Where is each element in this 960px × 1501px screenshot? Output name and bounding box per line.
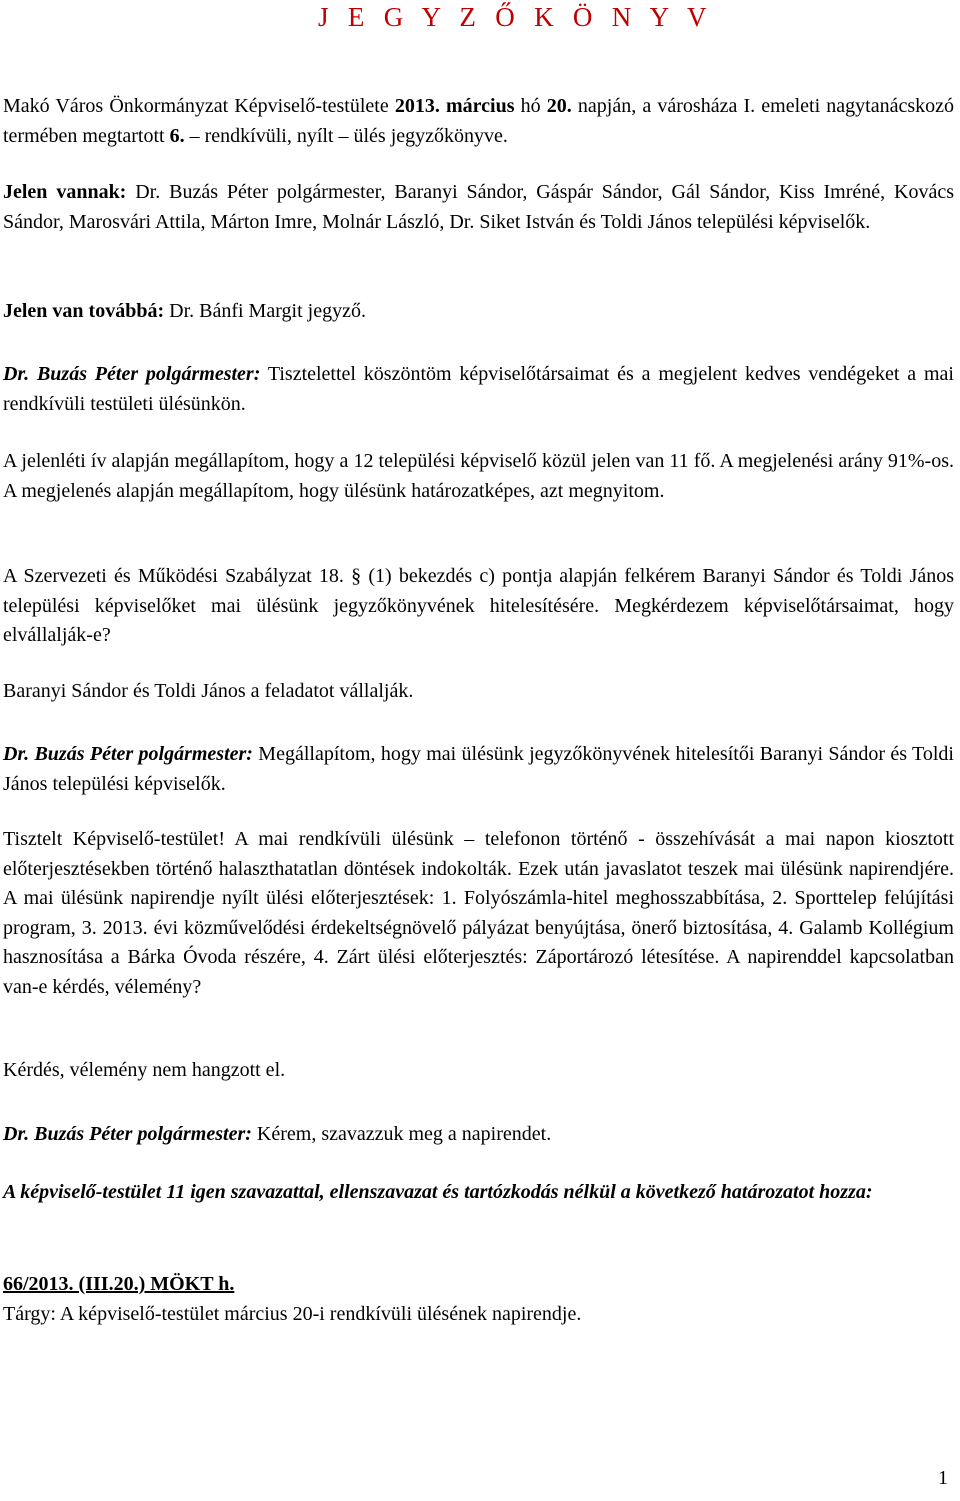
speech-text: Megállapítom, hogy mai ülésünk jegyzőkönyvének hitelesítői Baranyi Sándor és Toldi János települési képviselők. (3, 743, 954, 795)
speaker-label: Dr. Buzás Péter polgármester: (3, 743, 253, 765)
present-label: Jelen vannak: (3, 181, 127, 203)
paragraph-intro (3, 92, 954, 151)
authenticators-text: A Szervezeti és Működési Szabályzat 18. § (1) bekezdés c) pontja alapján felkérem Baranyi Sándor és Toldi János települési képviselőket mai ülésünk jegyzőkönyvének hitelesítésére. Megkérdezem képviselőtársaimat, hogy elvállalják-e? (3, 565, 954, 646)
intro-date-month: 2013. március (394, 95, 515, 117)
resolution-block (3, 1270, 954, 1329)
intro-date-day: 20. (546, 95, 572, 117)
speech-text: Tisztelettel köszöntöm képviselőtársaimat és a megjelent kedves vendégeket a mai rendkívüli testületi ülésünkön. (3, 363, 954, 415)
paragraph-attendance (3, 447, 954, 506)
attendance-text: A jelenléti ív alapján megállapítom, hogy a 12 települési képviselő közül jelen van 11 fő. A megjelenési arány 91%-os. A megjelenés alapján megállapítom, hogy ülésünk határozatképes, azt megnyitom. (3, 450, 954, 502)
paragraph-no-questions (3, 1056, 954, 1086)
resolution-subject: Tárgy: A képviselő-testület március 20-i rendkívüli ülésének napirendje. (3, 1302, 582, 1325)
paragraph-authenticators (3, 562, 954, 651)
accept-text: Baranyi Sándor és Toldi János a feladatot vállalják. (3, 680, 414, 702)
also-present-label: Jelen van továbbá: (3, 300, 165, 322)
intro-text: napján, a városháza I. emeleti nagytanácskozó termében megtartott (3, 95, 954, 147)
paragraph-resolution-intro (3, 1178, 954, 1208)
paragraph-vote-request (3, 1120, 954, 1150)
no-questions-text: Kérdés, vélemény nem hangzott el. (3, 1059, 286, 1081)
speaker-label: Dr. Buzás Péter polgármester: (3, 363, 261, 385)
resolution-number: 66/2013. (III.20.) MÖKT h. (3, 1273, 235, 1295)
page-number: 1 (938, 1467, 948, 1489)
paragraph-agenda (3, 825, 954, 1002)
paragraph-authenticators-confirm (3, 740, 954, 799)
paragraph-welcome (3, 360, 954, 419)
also-present-text: Dr. Bánfi Margit jegyző. (164, 300, 366, 322)
intro-text: Makó Város Önkormányzat Képviselő-testülete (3, 95, 395, 117)
intro-text: – rendkívüli, nyílt – ülés jegyzőkönyve. (184, 124, 508, 147)
speech-text: Kérem, szavazzuk meg a napirendet. (251, 1123, 552, 1145)
document-title: J E G Y Z Ő K Ö N Y V (318, 2, 713, 32)
present-list: Dr. Buzás Péter polgármester, Baranyi Sándor, Gáspár Sándor, Gál Sándor, Kiss Imréné, Kovács Sándor, Marosvári Attila, Márton Imre, Molnár László, Dr. Siket István és Toldi János települési képviselők. (3, 181, 954, 233)
resolution-intro-text: A képviselő-testület 11 igen szavazattal, ellenszavazat és tartózkodás nélkül a következő határozatot hozza: (3, 1181, 873, 1203)
intro-text: hó (514, 95, 547, 117)
agenda-text: Tisztelt Képviselő-testület! A mai rendkívüli ülésünk – telefonon történő - összehívását a mai napon kiosztott előterjesztésekben történő halaszthatatlan döntések indokolták. Ezek után javaslatot teszek mai ülésünk napirendjére. A mai ülésünk napirendje nyílt ülési előterjesztések: 1. Folyószámla-hitel meghosszabbítása, 2. Sporttelep felújítási program, 3. 2013. évi közművelődési érdekeltségnövelő pályázat benyújtása, önerő biztosítása, 4. Galamb Kollégium hasznosítása a Bárka Óvoda részére, 4. Zárt ülési előterjesztés: Záportározó létesítése. A napirenddel kapcsolatban van-e kérdés, vélemény? (3, 828, 954, 998)
paragraph-also-present (3, 297, 954, 327)
paragraph-accept (3, 677, 954, 707)
speaker-label: Dr. Buzás Péter polgármester: (3, 1123, 252, 1145)
intro-session-number: 6. (169, 124, 185, 147)
paragraph-present (3, 178, 954, 237)
